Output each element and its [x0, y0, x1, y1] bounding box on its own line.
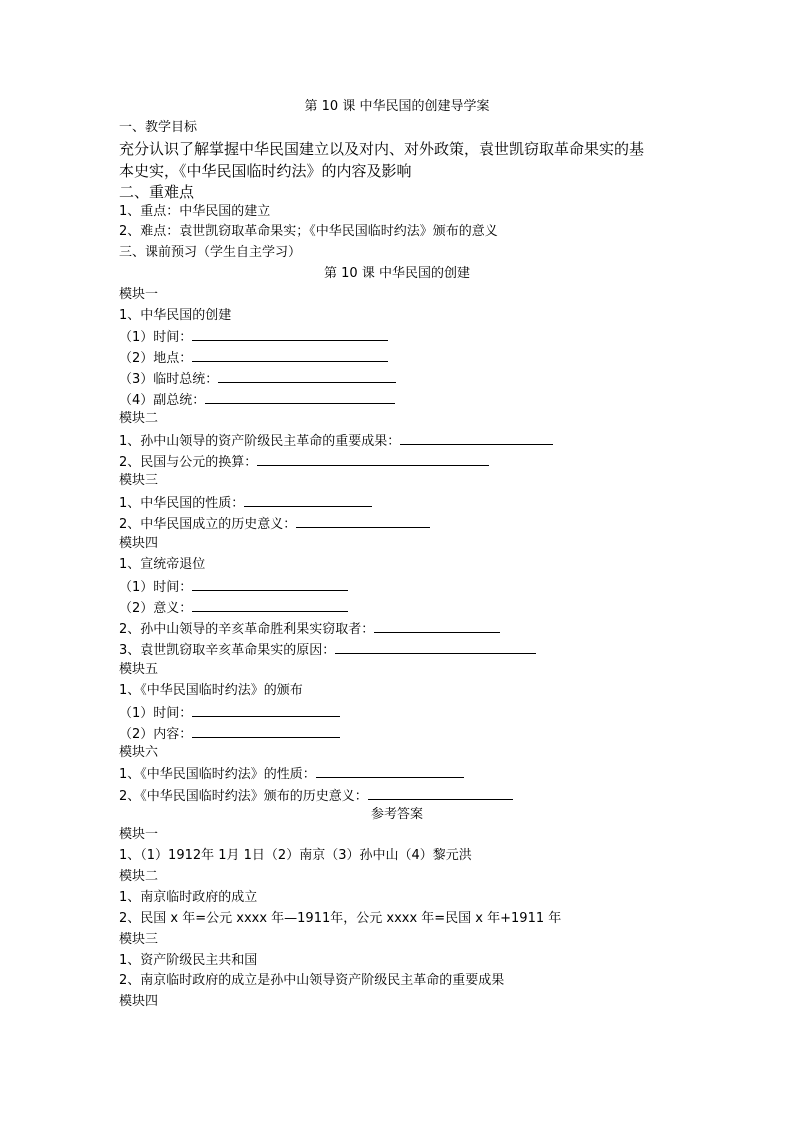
module3-question-1-row: [119, 493, 372, 513]
goal-text-line-2: 本史实，《中华民国临时约法》的内容及影响: [119, 162, 412, 180]
module1-question-1: 1、中华民国的创建: [119, 308, 232, 323]
answers-title: 参考答案: [370, 807, 423, 822]
answer-blank: [368, 786, 513, 800]
answers-module2-line-1: 1、南京临时政府的成立: [119, 890, 258, 905]
module5-heading: 模块五: [119, 662, 159, 677]
answers-module3-line-2: 2、南京临时政府的成立是孙中山领导资产阶级民主革命的重要成果: [119, 973, 505, 988]
answers-module3-line-1: 1、资产阶级民主共和国: [119, 953, 258, 968]
module3-question-1: 1、中华民国的性质：: [119, 496, 245, 511]
answer-blank: [192, 327, 388, 341]
module2-question-2-row: [119, 452, 489, 472]
module3-question-2: 2、中华民国成立的历史意义：: [119, 517, 297, 532]
answer-blank: [192, 577, 348, 591]
answer-blank: [296, 514, 430, 528]
module4-question-1: 1、宣统帝退位: [119, 557, 206, 572]
answers-module4-heading: 模块四: [119, 994, 159, 1009]
module1-president-row: [119, 369, 396, 389]
answer-blank: [192, 724, 340, 738]
module4-heading: 模块四: [119, 536, 159, 551]
module5-content-label: （2）内容：: [119, 727, 193, 742]
module5-time-label: （1）时间：: [119, 706, 193, 721]
module1-vice-president-row: [119, 390, 395, 410]
module3-question-2-row: [119, 514, 430, 534]
module2-heading: 模块二: [119, 411, 159, 426]
answer-blank: [335, 640, 536, 654]
answers-module2-heading: 模块二: [119, 869, 159, 884]
module6-question-2-row: [119, 786, 513, 806]
module4-time-label: （1）时间：: [119, 580, 193, 595]
module5-content-row: [119, 724, 340, 744]
answers-module3-heading: 模块三: [119, 932, 159, 947]
answer-blank: [257, 452, 489, 466]
preview-heading: 三、课前预习（学生自主学习）: [119, 245, 302, 260]
module1-president-label: （3）临时总统：: [119, 372, 219, 387]
module5-time-row: [119, 703, 340, 723]
module4-meaning-label: （2）意义：: [119, 601, 193, 616]
module6-question-1-row: [119, 764, 464, 784]
answer-blank: [316, 764, 464, 778]
module4-question-2-row: [119, 619, 500, 639]
module6-heading: 模块六: [119, 745, 159, 760]
module5-question-1: 1、《中华民国临时约法》的颁布: [119, 683, 303, 698]
module4-time-row: [119, 577, 348, 597]
answer-blank: [192, 703, 340, 717]
module1-vice-president-label: （4）副总统：: [119, 393, 206, 408]
module6-question-1: 1、《中华民国临时约法》的性质：: [119, 767, 316, 782]
preview-title: 第 10 课 中华民国的创建: [324, 266, 470, 281]
module1-place-label: （2）地点：: [119, 351, 193, 366]
document-title: 第 10 课 中华民国的创建导学案: [304, 99, 490, 114]
module4-question-3-row: [119, 640, 536, 660]
answers-module1-line-1: 1、（1）1912年 1月 1日（2）南京（3）孙中山（4）黎元洪: [119, 848, 472, 863]
module6-question-2: 2、《中华民国临时约法》颁布的历史意义：: [119, 789, 368, 804]
answer-blank: [218, 369, 396, 383]
answers-module1-heading: 模块一: [119, 827, 159, 842]
key-heading: 二、重难点: [119, 183, 195, 201]
answer-blank: [374, 619, 500, 633]
answer-blank: [192, 598, 348, 612]
module3-heading: 模块三: [119, 473, 159, 488]
module1-place-row: [119, 348, 388, 368]
answers-module2-line-2: 2、民国 x 年=公元 xxxx 年—1911年，公元 xxxx 年=民国 x 年+1911 年: [119, 911, 562, 926]
answer-blank: [205, 390, 395, 404]
goal-heading: 一、教学目标: [119, 120, 198, 135]
key-point: 1、重点：中华民国的建立: [119, 204, 271, 219]
module2-question-1-row: [119, 431, 553, 451]
answer-blank: [400, 431, 553, 445]
goal-text-line-1: 充分认识了解掌握中华民国建立以及对内、对外政策，袁世凯窃取革命果实的基: [119, 140, 645, 158]
difficult-point: 2、难点：袁世凯窃取革命果实；《中华民国临时约法》颁布的意义: [119, 224, 498, 239]
module2-question-1: 1、孙中山领导的资产阶级民主革命的重要成果：: [119, 434, 401, 449]
module4-question-3: 3、袁世凯窃取辛亥革命果实的原因：: [119, 643, 336, 658]
module1-heading: 模块一: [119, 287, 159, 302]
module1-time-label: （1）时间：: [119, 330, 193, 345]
module4-question-2: 2、孙中山领导的辛亥革命胜利果实窃取者：: [119, 622, 375, 637]
module4-meaning-row: [119, 598, 348, 618]
module1-time-row: [119, 327, 388, 347]
answer-blank: [244, 493, 372, 507]
module2-question-2: 2、民国与公元的换算：: [119, 455, 258, 470]
answer-blank: [192, 348, 388, 362]
